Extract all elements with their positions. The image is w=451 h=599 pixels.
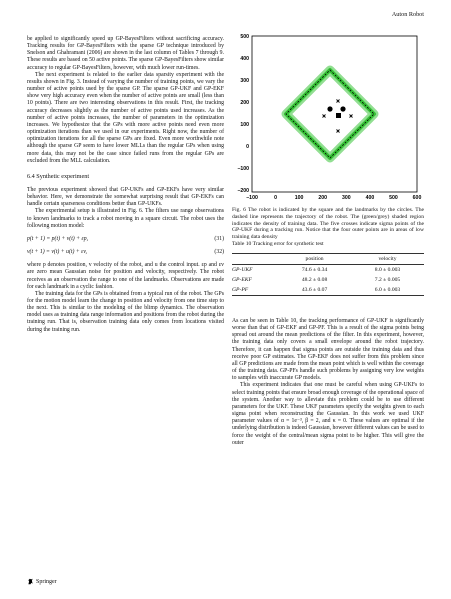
- equation-body: v(t + 1) = v(t) + u(t) + εv,: [27, 249, 87, 256]
- training-density-region: [286, 70, 374, 158]
- table-row: [232, 285, 424, 296]
- y-tick-label: 0: [246, 144, 249, 150]
- sigma-points: [323, 100, 353, 133]
- table-cell: GP-PF: [232, 285, 278, 296]
- figure-6-plot: [232, 30, 424, 202]
- x-tick-label: 600: [412, 195, 422, 201]
- table-header-row: [232, 254, 424, 265]
- y-tick-label: 200: [240, 100, 249, 106]
- equation-body: p(t + 1) = p(t) + v(t) + εp,: [27, 235, 89, 242]
- paragraph: This experiment indicates that one must be careful when using GP-UKFs to select training points that ensure broad enough coverage of the operational space of the system. Another way to alleviate this problem could be to use different parameters for the UKF. These UKF parameters specify the weights given to each sigma point when reconstructing the Gaussian. In this work we used UKF parameter values of α = 1e⁻³, β = 2, and κ = 0. These values are optimal if the underlying distribution is indeed Gaussian, however different values can be used to force the weight of the central/mean sigma point to be higher. This will give the outer: [232, 382, 424, 446]
- y-tick-label: 100: [240, 122, 249, 128]
- equation-number: (32): [214, 249, 224, 256]
- y-tick-label: 400: [240, 56, 249, 62]
- section-heading: 6.4 Synthetic experiment: [27, 172, 90, 180]
- table-header-cell: [232, 254, 278, 265]
- table-header-cell: velocity: [378, 256, 397, 262]
- table-10: [232, 241, 424, 296]
- table-row: [232, 265, 424, 276]
- paragraph: The training data for the GPs is obtained from a typical run of the robot. The GPs for the motion model learn the change in position and velocity from one time step to the next. This is similar to the modeling of the blimp dynamics. The observation model uses as training data range information and positions from the robot during the training run. That is, observation training data only comes from locations visited during the training run.: [27, 290, 224, 333]
- paragraph: As can be seen in Table 10, the tracking performance of GP-UKF is significantly worse than that of GP-EKF and GP-PF. This is a result of the sigma points being spread out around the mean predictions of the filter. In this experiment, however, the training data only covers a small envelope around the robot trajectory. Therefore, it can happen that sigma points are outside the training data and thus receive poor GP estimates. The GP-EKF does not suffer from this problem since all GP predictions are made from the mean point which is well within the coverage of the training data. GP-PFs handle such problems by assigning very low weights to samples with inaccurate GP models.: [232, 318, 424, 382]
- sigma-point-cross: [337, 130, 340, 133]
- paragraph: where p denotes position, v velocity of the robot, and u the control input. εp and εv are zero mean Gaussian noise for position and velocity, respectively. The robot receives as an observation the range to one of the landmarks. Observations are made for each landmark in a cyclic fashion.: [27, 262, 224, 290]
- paragraph: The experimental setup is illustrated in Fig. 6. The filters use range observations to known landmarks to track a robot moving in a square circuit. The robot uses the following motion model:: [27, 208, 224, 229]
- table-caption: Table 10 Tracking error for synthetic test: [232, 241, 324, 247]
- left-column: [27, 36, 224, 334]
- y-tick-label: 500: [240, 34, 249, 40]
- y-tick-label: −100: [237, 166, 249, 172]
- springer-horse-icon: [27, 578, 34, 585]
- table-cell: 7.2 ± 0.005: [374, 277, 401, 283]
- table-cell: GP-UKF: [232, 267, 253, 273]
- right-column: [232, 318, 424, 447]
- journal-header: Auton Robot: [391, 11, 424, 18]
- x-tick-label: 100: [294, 195, 304, 201]
- figure-caption: Fig. 6 The robot is indicated by the square and the landmarks by the circles. The dashed line represents the trajectory of the robot. The (green/grey) shaded region indicates the density of training data. The five crosses indicate sigma points of the GP-UKF during a tracking run. Notice that the four outer points are in areas of low training data density: [232, 207, 424, 241]
- table-row: [232, 275, 424, 285]
- y-tick-label: −200: [237, 188, 249, 194]
- equation-31: [27, 236, 224, 243]
- sigma-point-cross: [350, 115, 353, 118]
- publisher-name: Springer: [36, 578, 57, 585]
- robot-trajectory: [286, 70, 374, 158]
- landmark-circle: [327, 106, 332, 111]
- table-header-cell: position: [305, 256, 324, 262]
- training-density-core: [286, 70, 374, 158]
- sigma-point-cross: [337, 100, 340, 103]
- y-tick-label: 300: [240, 78, 249, 84]
- landmark-circle: [340, 106, 345, 111]
- publisher-footer: [27, 578, 57, 585]
- table-cell: 48.2 ± 0.08: [301, 277, 328, 283]
- sigma-point-cross: [323, 115, 326, 118]
- x-tick-label: −100: [246, 195, 258, 201]
- plot-frame: [252, 36, 417, 192]
- table-cell: 74.6 ± 0.34: [301, 267, 328, 273]
- x-tick-label: 400: [365, 195, 375, 201]
- table-cell: GP-EKF: [232, 277, 252, 283]
- table-cell: 6.0 ± 0.003: [351, 285, 424, 296]
- paragraph: The next experiment is related to the earlier data sparsity experiment with the results shown in Fig. 3. Instead of varying the number of training points, we vary the number of active points used by the sparse GP. The sparse GP-UKF and GP-EKF show very high accuracy even when the number of active points are small (less than 10 points). There are two interesting observations in this result. First, the tracking accuracy decreases slightly as the number of active points used increases. As the number of active points increases, the number of parameters in the optimization increases. We hypothesize that the GPs with more active points need even more optimization iterations than we used in our experiments. Right now, the number of optimization iterations for all the sparse GPs are fixed. Even more worthwhile note although the sparse GP seem to have lower MLLs than the regular GPs when using more data, this may not be the case since failed runs from the regular GPs are excluded from the MLL calculation.: [27, 71, 224, 164]
- paragraph: be applied to significantly speed up GP-BayesFilters without sacrificing accuracy. Tracking results for GP-BayesFilters with the sparse GP technique introduced by Snelson and Ghahramani (2006) are shown in the last column of Tables 7 through 9. These results are based on 50 active points. The sparse GP-BayesFilters show similar accuracy to regular GP-BayesFilters, however, with much lower run-times.: [27, 36, 224, 71]
- x-tick-label: 200: [318, 195, 328, 201]
- paragraph: The previous experiment showed that GP-UKFs and GP-EKFs have very similar behavior. Here, we demonstrate the somewhat surprising result that GP-EKFs can handle certain sparseness conditions better than GP-UKFs.: [27, 186, 224, 208]
- equation-number: (31): [214, 235, 224, 242]
- x-tick-label: 300: [341, 195, 351, 201]
- x-tick-label: 0: [274, 195, 278, 201]
- table-cell: 8.0 ± 0.003: [374, 267, 401, 273]
- equation-32: [27, 249, 224, 256]
- x-tick-label: 500: [389, 195, 398, 201]
- table-cell: 43.6 ± 0.07: [278, 285, 351, 296]
